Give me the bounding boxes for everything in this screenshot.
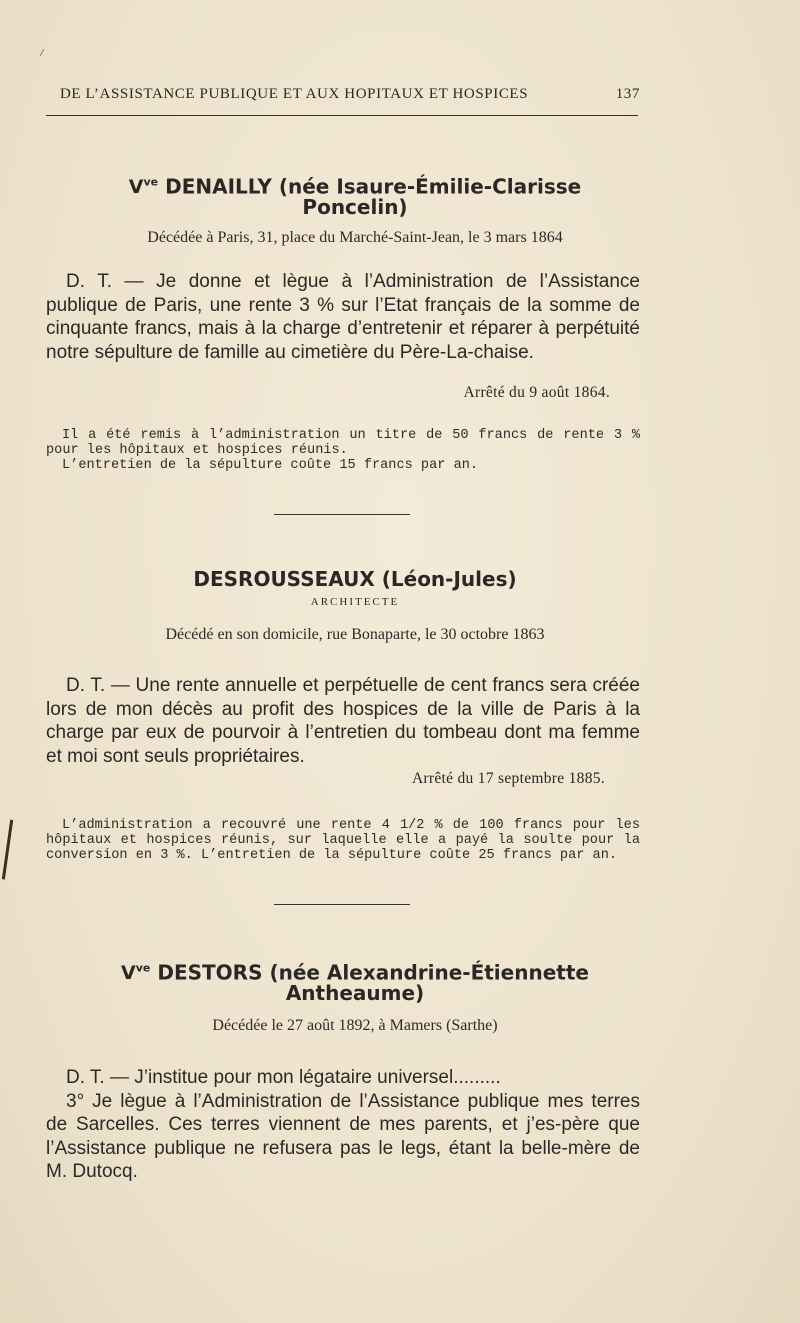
bequest-paragraph: D. T. — Je donne et lègue à l’Administration de l’Assistance publique de Paris, une rente 3 % sur l’Etat français de la somme de cinquante francs, mais à la charge d’entretenir et réparer à perpétuité notre sépulture de famille au cimetière du Père-La-chaise. [46,271,640,363]
note-paragraph: L’administration a recouvré une rente 4 1/2 % de 100 francs pour les hôpitaux et hospices réunis, sur laquelle elle a payé la soulte pour la conversion en 3 %. L’entretien de la sépulture coûte 25 francs par an. [46,818,640,863]
bequest-text-destors [46,1066,640,1184]
running-header [60,86,640,110]
title-prefix: $V^{ve}$ [121,962,151,985]
entry-title-denailly-line2: Poncelin) [302,195,408,219]
note-paragraph: Il a été remis à l’administration un titre de 50 francs de rente 3 % pour les hôpitaux et hospices réunis. [46,428,640,458]
section-separator [274,904,410,905]
header-rule [46,115,638,116]
ink-mark [2,820,19,881]
death-line-destors: Décédée le 27 août 1892, à Mamers (Sarthe) [212,1017,498,1034]
death-line-desrousseaux: Décédé en son domicile, rue Bonaparte, le 30 octobre 1863 [165,626,545,643]
entry-title-desrousseaux: DESROUSSEAUX (Léon-Jules) [193,567,517,591]
title-name-line1: DENAILLY (née Isaure-Émilie-Clarisse [165,174,582,199]
bequest-paragraph: D. T. — J’institue pour mon légataire universel......... [66,1067,501,1088]
note-denailly [46,428,640,473]
note-paragraph: L’entretien de la sépulture coûte 15 francs par an. [62,458,479,473]
section-separator [274,514,410,515]
bequest-text-desrousseaux [46,674,640,768]
bequest-paragraph: D. T. — Une rente annuelle et perpétuelle de cent francs sera créée lors de mon décès au profit des hospices de la ville de Paris à la charge par eux de pourvoir à l’entretien du tombeau dont ma femme et moi sont seuls propriétaires. [46,675,640,767]
profession-label: ARCHITECTE [310,596,400,608]
title-name-line1: DESTORS (née Alexandrine-Étiennette [157,960,589,985]
arrete-denailly: Arrêté du 9 août 1864. [463,384,610,401]
note-desrousseaux [46,818,640,863]
pencil-mark [40,49,45,56]
entry-title-destors-line2: Antheaume) [285,981,425,1005]
death-line-denailly: Décédée à Paris, 31, place du Marché-Saint-Jean, le 3 mars 1864 [147,229,563,246]
page-number: 137 [615,86,640,102]
running-title: DE L’ASSISTANCE PUBLIQUE ET AUX HOPITAUX ET HOSPICES [60,86,529,102]
bequest-text-denailly [46,270,640,364]
bequest-paragraph: 3° Je lègue à l’Administration de l’Assistance publique mes terres de Sarcelles. Ces terres viennent de mes parents, et j’es-père que l’Assistance publique ne refusera pas le legs, étant la belle-mère de M. Dutocq. [46,1090,640,1182]
arrete-desrousseaux: Arrêté du 17 septembre 1885. [411,770,605,787]
title-prefix: $V^{ve}$ [128,176,159,199]
